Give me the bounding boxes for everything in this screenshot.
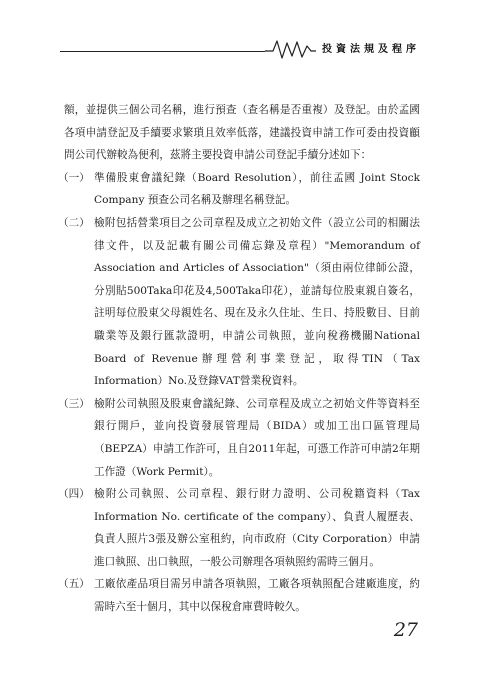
heartbeat-wave-icon: [265, 38, 321, 60]
list-item-text: 檢附公司執照及股東會議紀錄、公司章程及成立之初始文件等資料至銀行開戶，並向投資發展管理局（BIDA）或加工出口區管理局（BEPZA）申請工作許可，且自2011年起，可憑工作許可申請2年期工作證（Work Permit）。: [94, 397, 420, 478]
page-number: 27: [393, 619, 418, 641]
list-item-text: 檢附包括營業項目之公司章程及成立之初始文件（設立公司的相關法律文件，以及記載有關公司備忘錄及章程）"Memorandum of Association and Articles of Association"（須由兩位律師公證，分別貼500Taka印花及4,500Taka印花），並請每位股東親自簽名，註明每位股東父母親姓名、現在及永久住址、生日、持股數目、目前職業等及銀行匯款證明，申請公司執照，並向稅務機關National Board of Revenue辦理營利事業登記，取得TIN（Tax Information）No.及登錄VAT營業稅資料。: [94, 216, 420, 388]
list-item: [58, 393, 420, 483]
running-header: [60, 36, 420, 62]
document-body: [58, 99, 420, 619]
list-item-number: （一）: [58, 171, 90, 184]
section-title: 投資法規及程序: [316, 40, 420, 55]
list-item: [58, 212, 420, 393]
list-item-number: （二）: [58, 216, 90, 229]
list-item-number: （五）: [58, 578, 90, 591]
list-item-text: 檢附公司執照、公司章程、銀行財力證明、公司稅籍資料（Tax Information No. certificate of the company）、負責人履歷表、負責人照片3張及辦公室租約，向市政府（City Corporation）申請進口執照、出口執照，一般公司辦理各項執照約需時三個月。: [94, 488, 420, 568]
list-item: [58, 573, 420, 618]
list-item-text: 工廠依產品項目需另申請各項執照，工廠各項執照配合建廠進度，約需時六至十個月，其中以保稅倉庫費時較久。: [94, 578, 420, 614]
intro-paragraph: 額，並提供三個公司名稱，進行預查（查名稱是否重複）及登記。由於孟國各項申請登記及手續要求繁瑣且效率低落，建議投資申請工作可委由投資顧問公司代辦較為便利，茲將主要投資申請公司登記手續分述如下：: [64, 104, 420, 162]
list-item: [58, 167, 420, 212]
list-item-number: （三）: [58, 397, 90, 410]
list-item-number: （四）: [58, 488, 90, 501]
list-item-text: 準備股東會議紀錄（Board Resolution），前往孟國 Joint Stock Company 預查公司名稱及辦理名稱登記。: [94, 171, 420, 207]
list-item: [58, 483, 420, 573]
